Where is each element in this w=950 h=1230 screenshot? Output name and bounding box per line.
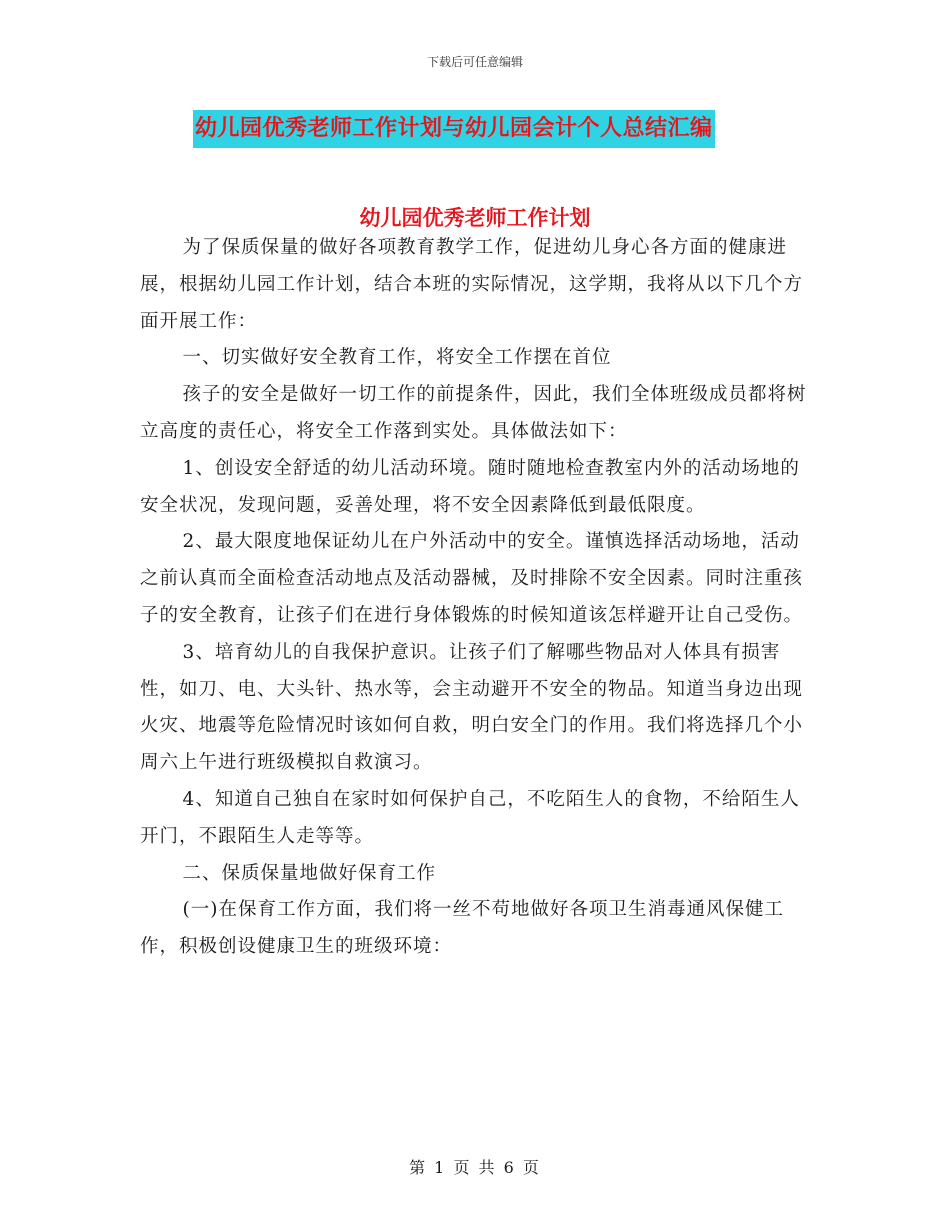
paragraph: 二、保质保量地做好保育工作 <box>182 862 437 884</box>
header-note: 下载后可任意编辑 <box>426 55 523 69</box>
paragraph: 孩子的安全是做好一切工作的前提条件，因此，我们全体班级成员都将树立高度的责任心，将安全工作落到实处。具体做法如下： <box>140 384 807 442</box>
paragraph: 2、最大限度地保证幼儿在户外活动中的安全。谨慎选择活动场地，活动之前认真而全面检查活动地点及活动器械，及时排除不安全因素。同时注重孩子的安全教育，让孩子们在进行身体锻炼的时候知道该怎样避开让自己受伤。 <box>140 531 804 626</box>
paragraph: 1、创设安全舒适的幼儿活动环境。随时随地检查教室内外的活动场地的安全状况，发现问题，妥善处理，将不安全因素降低到最低限度。 <box>140 457 800 516</box>
paragraph: 一、切实做好安全教育工作，将安全工作摆在首位 <box>182 347 612 369</box>
page-footer: 第 1 页 共 6 页 <box>409 1158 541 1177</box>
document-body <box>140 230 810 966</box>
paragraph: 为了保质保量的做好各项教育教学工作，促进幼儿身心各方面的健康进展，根据幼儿园工作计划，结合本班的实际情况，这学期，我将从以下几个方面开展工作： <box>140 237 804 332</box>
section-title: 幼儿园优秀老师工作计划 <box>359 206 591 230</box>
document-title: 幼儿园优秀老师工作计划与幼儿园会计个人总结汇编 <box>193 110 715 148</box>
paragraph: 3、培育幼儿的自我保护意识。让孩子们了解哪些物品对人体具有损害性，如刀、电、大头针、热水等，会主动避开不安全的物品。知道当身边出现火灾、地震等危险情况时该如何自救，明白安全门的作用。我们将选择几个小周六上午进行班级模拟自救演习。 <box>140 641 804 774</box>
paragraph: 4、知道自己独自在家时如何保护自己，不吃陌生人的食物，不给陌生人开门，不跟陌生人走等等。 <box>140 788 800 847</box>
paragraph: (一)在保育工作方面，我们将一丝不苟地做好各项卫生消毒通风保健工作，积极创设健康卫生的班级环境： <box>140 899 784 958</box>
